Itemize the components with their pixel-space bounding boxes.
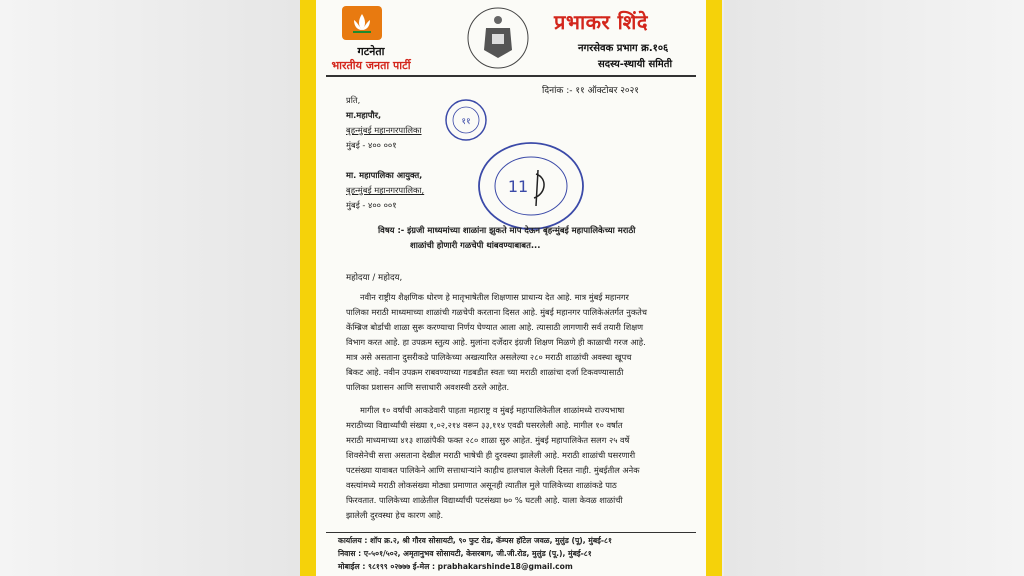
party-role: गटनेता	[357, 45, 385, 58]
letter-page	[316, 0, 706, 576]
body-line: मात्र असे असताना दुसरीकडे पालिकेच्या अखत्यारित असलेल्या २८० मराठी शाळांची अवस्था खूपच	[346, 352, 632, 362]
footer-office: कार्यालय : शॉप क्र.२, श्री गौरव सोसायटी, ९० फुट रोड, कॅम्पस हॉटेल जवळ, मुलुंड (पू), मुंबई-८१	[338, 536, 612, 545]
yellow-border-right	[706, 0, 722, 576]
party-name: भारतीय जनता पार्टी	[331, 59, 411, 72]
body-line: मराठीच्या विद्यार्थ्यांची संख्या १,०२,२१४ वरून ३३,११४ एवढी घसरलेली आहे. मागील १० वर्षात	[346, 420, 623, 430]
body-line: फिरवतात. पालिकेच्या शाळेतील विद्यार्थ्यांची पटसंख्या ७० % घटली आहे. याला केवळ शाळांची	[346, 495, 623, 505]
inward-stamp-large	[476, 140, 586, 232]
body-line: नवीन राष्ट्रीय शैक्षणिक धोरण हे मातृभाषेतील शिक्षणास प्राधान्य देत आहे. मात्र मुंबई महानगर	[360, 292, 629, 302]
body-line: बिकट आहे. नवीन उपक्रम राबवण्याच्या गडबडीत स्वतः च्या मराठी शाळांचा दर्जा टिकवण्यासाठी	[346, 367, 624, 377]
committee: सदस्य-स्थायी समिती	[598, 59, 673, 70]
bmc-seal	[466, 6, 530, 70]
yellow-border-left	[300, 0, 316, 576]
inward-stamp-small	[444, 98, 488, 142]
body-line: झालेली दुरवस्था हेच कारण आहे.	[346, 510, 444, 520]
signature-mark	[534, 170, 544, 206]
to2-line: बृहन्मुंबई महानगरपालिका,	[346, 185, 425, 195]
subject-line: विषय :- इंग्रजी माध्यमांच्या शाळांना झुकते माप देऊन बृहन्मुंबई महापालिकेच्या मराठी	[378, 225, 636, 235]
designation: नगरसेवक प्रभाग क्र.१०६	[578, 43, 669, 54]
corporator-name: प्रभाकर शिंदे	[554, 10, 649, 34]
to-line: बृहन्मुंबई महानगरपालिका	[346, 125, 422, 135]
footer-residence: निवास : ए-५०१/५०२, अमृतानुभव सोसायटी, केसरबाग, जी.जी.रोड, मुलुंड (पू.), मुंबई-८१	[338, 549, 592, 558]
subject-line: शाळांची होणारी गळचेपी थांबवण्याबाबत...	[410, 240, 541, 250]
stamp1-text: ११	[461, 117, 471, 127]
body-line: मराठी माध्यमाच्या ४१३ शाळांपैकी फक्त २८० शाळा सुरु आहेत. मुंबई महापालिकेत सलग २५ वर्षे	[346, 435, 630, 445]
footer-contact: मोबाईल : ९८१९९ ०२७७७ ई-मेल : prabhakarshinde18@gmail.com	[338, 562, 573, 571]
body-line: शिवसेनेची सत्ता असताना देखील मराठी भाषेची ही दुरवस्था झालेली आहे. मराठी शाळांची घसरणारी	[346, 450, 636, 460]
body-line: पालिका मराठी माध्यमाच्या शाळांची गळचेपी करताना दिसत आहे. मुंबई महानगर पालिकेअंतर्गत नुकतेच	[346, 307, 648, 317]
body-line: पटसंख्या यावाबत पालिकेने आणि सत्ताधाऱ्यांने काहीच हालचाल केलेली दिसत नाही. मुंबईतील अनेक	[346, 465, 640, 475]
salutation: महोदया / महोदय,	[346, 273, 403, 283]
to2-line: मुंबई - ४०० ००१	[346, 200, 397, 210]
header-divider	[326, 75, 696, 77]
body-line: विभाग करत आहे. हा उपक्रम स्तुत्य आहे. मुलांना दर्जेदार इंग्रजी शिक्षण मिळणे ही काळाची गरज आहे.	[346, 337, 646, 347]
background-left	[0, 0, 300, 576]
body-line: केंम्ब्रिज बोर्डाची शाळा सुरू करण्याचा निर्णय घेण्यात आला आहे. त्यासाठी लागणारी सर्व तयारी शिक्षण	[346, 322, 644, 332]
letter-date: दिनांक :- ११ ऑक्टोबर २०२१	[542, 86, 639, 96]
to-line: प्रति,	[346, 95, 361, 105]
body-line: मागील १० वर्षांची आकडेवारी पाहता महाराष्ट्र व मुंबई महापालिकेतील शाळांमध्ये राज्यभाषा	[360, 405, 625, 415]
stamp2-number: 11	[507, 177, 529, 196]
body-line: पालिका प्रशासन आणि सत्ताधारी अवशस्वी ठरले आहेत.	[346, 382, 510, 392]
bjp-logo	[342, 6, 382, 40]
background-right	[724, 0, 1024, 576]
lotus-icon	[348, 12, 376, 34]
to-line: मा.महापौर,	[346, 110, 382, 120]
body-line: वस्त्यांमध्ये मराठी लोकसंख्या मोठ्या प्रमाणात असूनही त्यातील मुले पालिकेच्या शाळांकडे पाठ	[346, 480, 617, 490]
to-line: मुंबई - ४०० ००१	[346, 140, 397, 150]
footer-divider	[326, 532, 696, 533]
to2-line: मा. महापालिका आयुक्त,	[346, 170, 423, 180]
